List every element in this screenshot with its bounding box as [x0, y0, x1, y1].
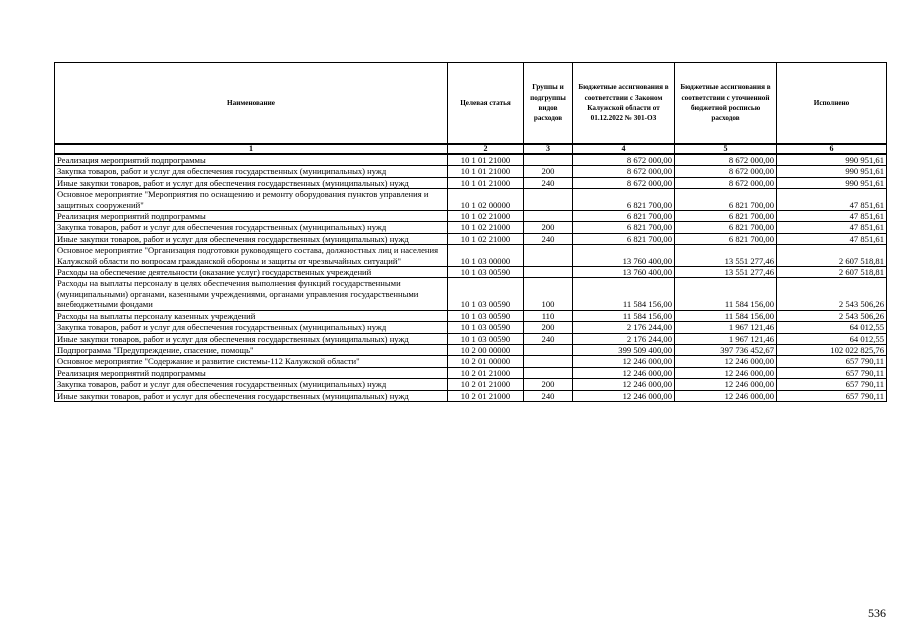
- row-executed: 657 790,11: [777, 356, 887, 367]
- table-row: [55, 322, 887, 333]
- row-target-article: 10 2 01 21000: [448, 367, 524, 378]
- column-number: 3: [524, 144, 573, 154]
- row-target-article: 10 1 01 21000: [448, 177, 524, 188]
- row-target-article: 10 2 01 00000: [448, 356, 524, 367]
- row-target-article: 10 1 03 00590: [448, 278, 524, 310]
- row-law-allocation: 2 176 244,00: [573, 333, 675, 344]
- row-name: Расходы на выплаты персоналу в целях обеспечения выполнения функций государственными (муниципальными) органами, казенными учреждениями, органами управления государственными внебюджетными фондами: [55, 278, 448, 310]
- row-budget-list-allocation: 11 584 156,00: [675, 310, 777, 321]
- row-name: Реализация мероприятий подпрограммы: [55, 367, 448, 378]
- row-expense-group: 200: [524, 379, 573, 390]
- row-name: Иные закупки товаров, работ и услуг для обеспечения государственных (муниципальных) нужд: [55, 233, 448, 244]
- row-executed: 64 012,55: [777, 333, 887, 344]
- table-row: [55, 356, 887, 367]
- column-number: 6: [777, 144, 887, 154]
- column-number: 1: [55, 144, 448, 154]
- row-target-article: 10 1 01 21000: [448, 166, 524, 177]
- row-law-allocation: 6 821 700,00: [573, 211, 675, 222]
- row-executed: 47 851,61: [777, 222, 887, 233]
- row-budget-list-allocation: 12 246 000,00: [675, 390, 777, 401]
- row-target-article: 10 1 02 21000: [448, 211, 524, 222]
- row-budget-list-allocation: 8 672 000,00: [675, 166, 777, 177]
- row-name: Основное мероприятие "Содержание и развитие системы-112 Калужской области": [55, 356, 448, 367]
- row-name: Иные закупки товаров, работ и услуг для обеспечения государственных (муниципальных) нужд: [55, 390, 448, 401]
- row-expense-group: [524, 344, 573, 355]
- budget-table: [54, 62, 887, 402]
- row-name: Подпрограмма "Предупреждение, спасение, помощь": [55, 344, 448, 355]
- row-target-article: 10 1 03 00590: [448, 310, 524, 321]
- row-executed: 2 543 506,26: [777, 278, 887, 310]
- table-row: [55, 344, 887, 355]
- row-law-allocation: 12 246 000,00: [573, 390, 675, 401]
- row-expense-group: 240: [524, 233, 573, 244]
- row-law-allocation: 13 760 400,00: [573, 267, 675, 278]
- row-budget-list-allocation: 12 246 000,00: [675, 379, 777, 390]
- row-budget-list-allocation: 13 551 277,46: [675, 267, 777, 278]
- row-target-article: 10 2 01 21000: [448, 379, 524, 390]
- row-target-article: 10 1 03 00590: [448, 322, 524, 333]
- row-name: Реализация мероприятий подпрограммы: [55, 211, 448, 222]
- row-expense-group: 240: [524, 177, 573, 188]
- row-expense-group: 200: [524, 166, 573, 177]
- header-row: [55, 63, 887, 145]
- row-executed: 657 790,11: [777, 367, 887, 378]
- row-executed: 47 851,61: [777, 211, 887, 222]
- row-executed: 47 851,61: [777, 189, 887, 211]
- table-row: [55, 166, 887, 177]
- row-budget-list-allocation: 397 736 452,67: [675, 344, 777, 355]
- row-executed: 657 790,11: [777, 379, 887, 390]
- row-expense-group: [524, 245, 573, 267]
- header-name: Наименование: [55, 63, 448, 145]
- header-law-allocation: Бюджетные ассигнования в соответствии с Законом Калужской области от 01.12.2022 № 301-ОЗ: [573, 63, 675, 145]
- row-name: Основное мероприятие "Мероприятия по оснащению и ремонту оборудования пунктов управления и защитных сооружений": [55, 189, 448, 211]
- row-name: Закупка товаров, работ и услуг для обеспечения государственных (муниципальных) нужд: [55, 166, 448, 177]
- row-name: Основное мероприятие "Организация подготовки руководящего состава, должностных лиц и населения Калужской области по вопросам гражданской обороны и защиты от чрезвычайных ситуаций": [55, 245, 448, 267]
- row-name: Иные закупки товаров, работ и услуг для обеспечения государственных (муниципальных) нужд: [55, 333, 448, 344]
- table-row: [55, 177, 887, 188]
- row-law-allocation: 12 246 000,00: [573, 367, 675, 378]
- row-budget-list-allocation: 6 821 700,00: [675, 211, 777, 222]
- row-target-article: 10 1 03 00000: [448, 245, 524, 267]
- table-row: [55, 267, 887, 278]
- row-budget-list-allocation: 12 246 000,00: [675, 367, 777, 378]
- row-name: Расходы на выплаты персоналу казенных учреждений: [55, 310, 448, 321]
- table-row: [55, 189, 887, 211]
- header-target-article: Целевая статья: [448, 63, 524, 145]
- row-budget-list-allocation: 11 584 156,00: [675, 278, 777, 310]
- row-expense-group: 110: [524, 310, 573, 321]
- table-row: [55, 233, 887, 244]
- row-executed: 102 022 825,76: [777, 344, 887, 355]
- row-name: Реализация мероприятий подпрограммы: [55, 154, 448, 166]
- row-target-article: 10 2 01 21000: [448, 390, 524, 401]
- row-expense-group: 200: [524, 322, 573, 333]
- header-expense-group: Группы и подгруппы видов расходов: [524, 63, 573, 145]
- row-executed: 990 951,61: [777, 154, 887, 166]
- row-budget-list-allocation: 13 551 277,46: [675, 245, 777, 267]
- table-row: [55, 310, 887, 321]
- table-row: [55, 222, 887, 233]
- column-number: 2: [448, 144, 524, 154]
- row-executed: 2 543 506,26: [777, 310, 887, 321]
- column-number-row: [55, 144, 887, 154]
- row-name: Закупка товаров, работ и услуг для обеспечения государственных (муниципальных) нужд: [55, 379, 448, 390]
- row-target-article: 10 1 03 00590: [448, 267, 524, 278]
- table-row: [55, 278, 887, 310]
- column-number: 5: [675, 144, 777, 154]
- table-row: [55, 367, 887, 378]
- row-law-allocation: 399 509 400,00: [573, 344, 675, 355]
- row-law-allocation: 8 672 000,00: [573, 177, 675, 188]
- header-budget-list-allocation: Бюджетные ассигнования в соответствии с уточненной бюджетной росписью расходов: [675, 63, 777, 145]
- table-row: [55, 379, 887, 390]
- row-law-allocation: 6 821 700,00: [573, 189, 675, 211]
- row-expense-group: 200: [524, 222, 573, 233]
- table-row: [55, 333, 887, 344]
- table-row: [55, 245, 887, 267]
- row-target-article: 10 1 01 21000: [448, 154, 524, 166]
- row-expense-group: [524, 367, 573, 378]
- row-law-allocation: 8 672 000,00: [573, 166, 675, 177]
- page-number: 536: [868, 606, 886, 620]
- row-expense-group: [524, 267, 573, 278]
- row-expense-group: [524, 154, 573, 166]
- row-law-allocation: 13 760 400,00: [573, 245, 675, 267]
- row-budget-list-allocation: 12 246 000,00: [675, 356, 777, 367]
- header-executed: Исполнено: [777, 63, 887, 145]
- row-law-allocation: 11 584 156,00: [573, 310, 675, 321]
- table-row: [55, 390, 887, 401]
- row-budget-list-allocation: 1 967 121,46: [675, 322, 777, 333]
- row-executed: 64 012,55: [777, 322, 887, 333]
- table-row: [55, 211, 887, 222]
- row-law-allocation: 2 176 244,00: [573, 322, 675, 333]
- row-law-allocation: 6 821 700,00: [573, 233, 675, 244]
- row-expense-group: [524, 356, 573, 367]
- row-budget-list-allocation: 6 821 700,00: [675, 222, 777, 233]
- row-name: Расходы на обеспечение деятельности (оказание услуг) государственных учреждений: [55, 267, 448, 278]
- row-budget-list-allocation: 1 967 121,46: [675, 333, 777, 344]
- row-target-article: 10 1 02 21000: [448, 233, 524, 244]
- row-expense-group: [524, 189, 573, 211]
- row-executed: 990 951,61: [777, 177, 887, 188]
- row-name: Закупка товаров, работ и услуг для обеспечения государственных (муниципальных) нужд: [55, 222, 448, 233]
- row-budget-list-allocation: 6 821 700,00: [675, 189, 777, 211]
- row-target-article: 10 1 02 00000: [448, 189, 524, 211]
- row-executed: 47 851,61: [777, 233, 887, 244]
- row-budget-list-allocation: 8 672 000,00: [675, 154, 777, 166]
- row-name: Закупка товаров, работ и услуг для обеспечения государственных (муниципальных) нужд: [55, 322, 448, 333]
- row-target-article: 10 1 02 21000: [448, 222, 524, 233]
- row-law-allocation: 6 821 700,00: [573, 222, 675, 233]
- row-executed: 2 607 518,81: [777, 267, 887, 278]
- row-name: Иные закупки товаров, работ и услуг для обеспечения государственных (муниципальных) нужд: [55, 177, 448, 188]
- row-expense-group: 240: [524, 390, 573, 401]
- column-number: 4: [573, 144, 675, 154]
- row-law-allocation: 8 672 000,00: [573, 154, 675, 166]
- row-expense-group: [524, 211, 573, 222]
- row-law-allocation: 11 584 156,00: [573, 278, 675, 310]
- row-expense-group: 240: [524, 333, 573, 344]
- row-executed: 990 951,61: [777, 166, 887, 177]
- row-law-allocation: 12 246 000,00: [573, 356, 675, 367]
- row-law-allocation: 12 246 000,00: [573, 379, 675, 390]
- row-budget-list-allocation: 8 672 000,00: [675, 177, 777, 188]
- row-target-article: 10 1 03 00590: [448, 333, 524, 344]
- row-executed: 657 790,11: [777, 390, 887, 401]
- row-target-article: 10 2 00 00000: [448, 344, 524, 355]
- row-budget-list-allocation: 6 821 700,00: [675, 233, 777, 244]
- row-expense-group: 100: [524, 278, 573, 310]
- row-executed: 2 607 518,81: [777, 245, 887, 267]
- table-row: [55, 154, 887, 166]
